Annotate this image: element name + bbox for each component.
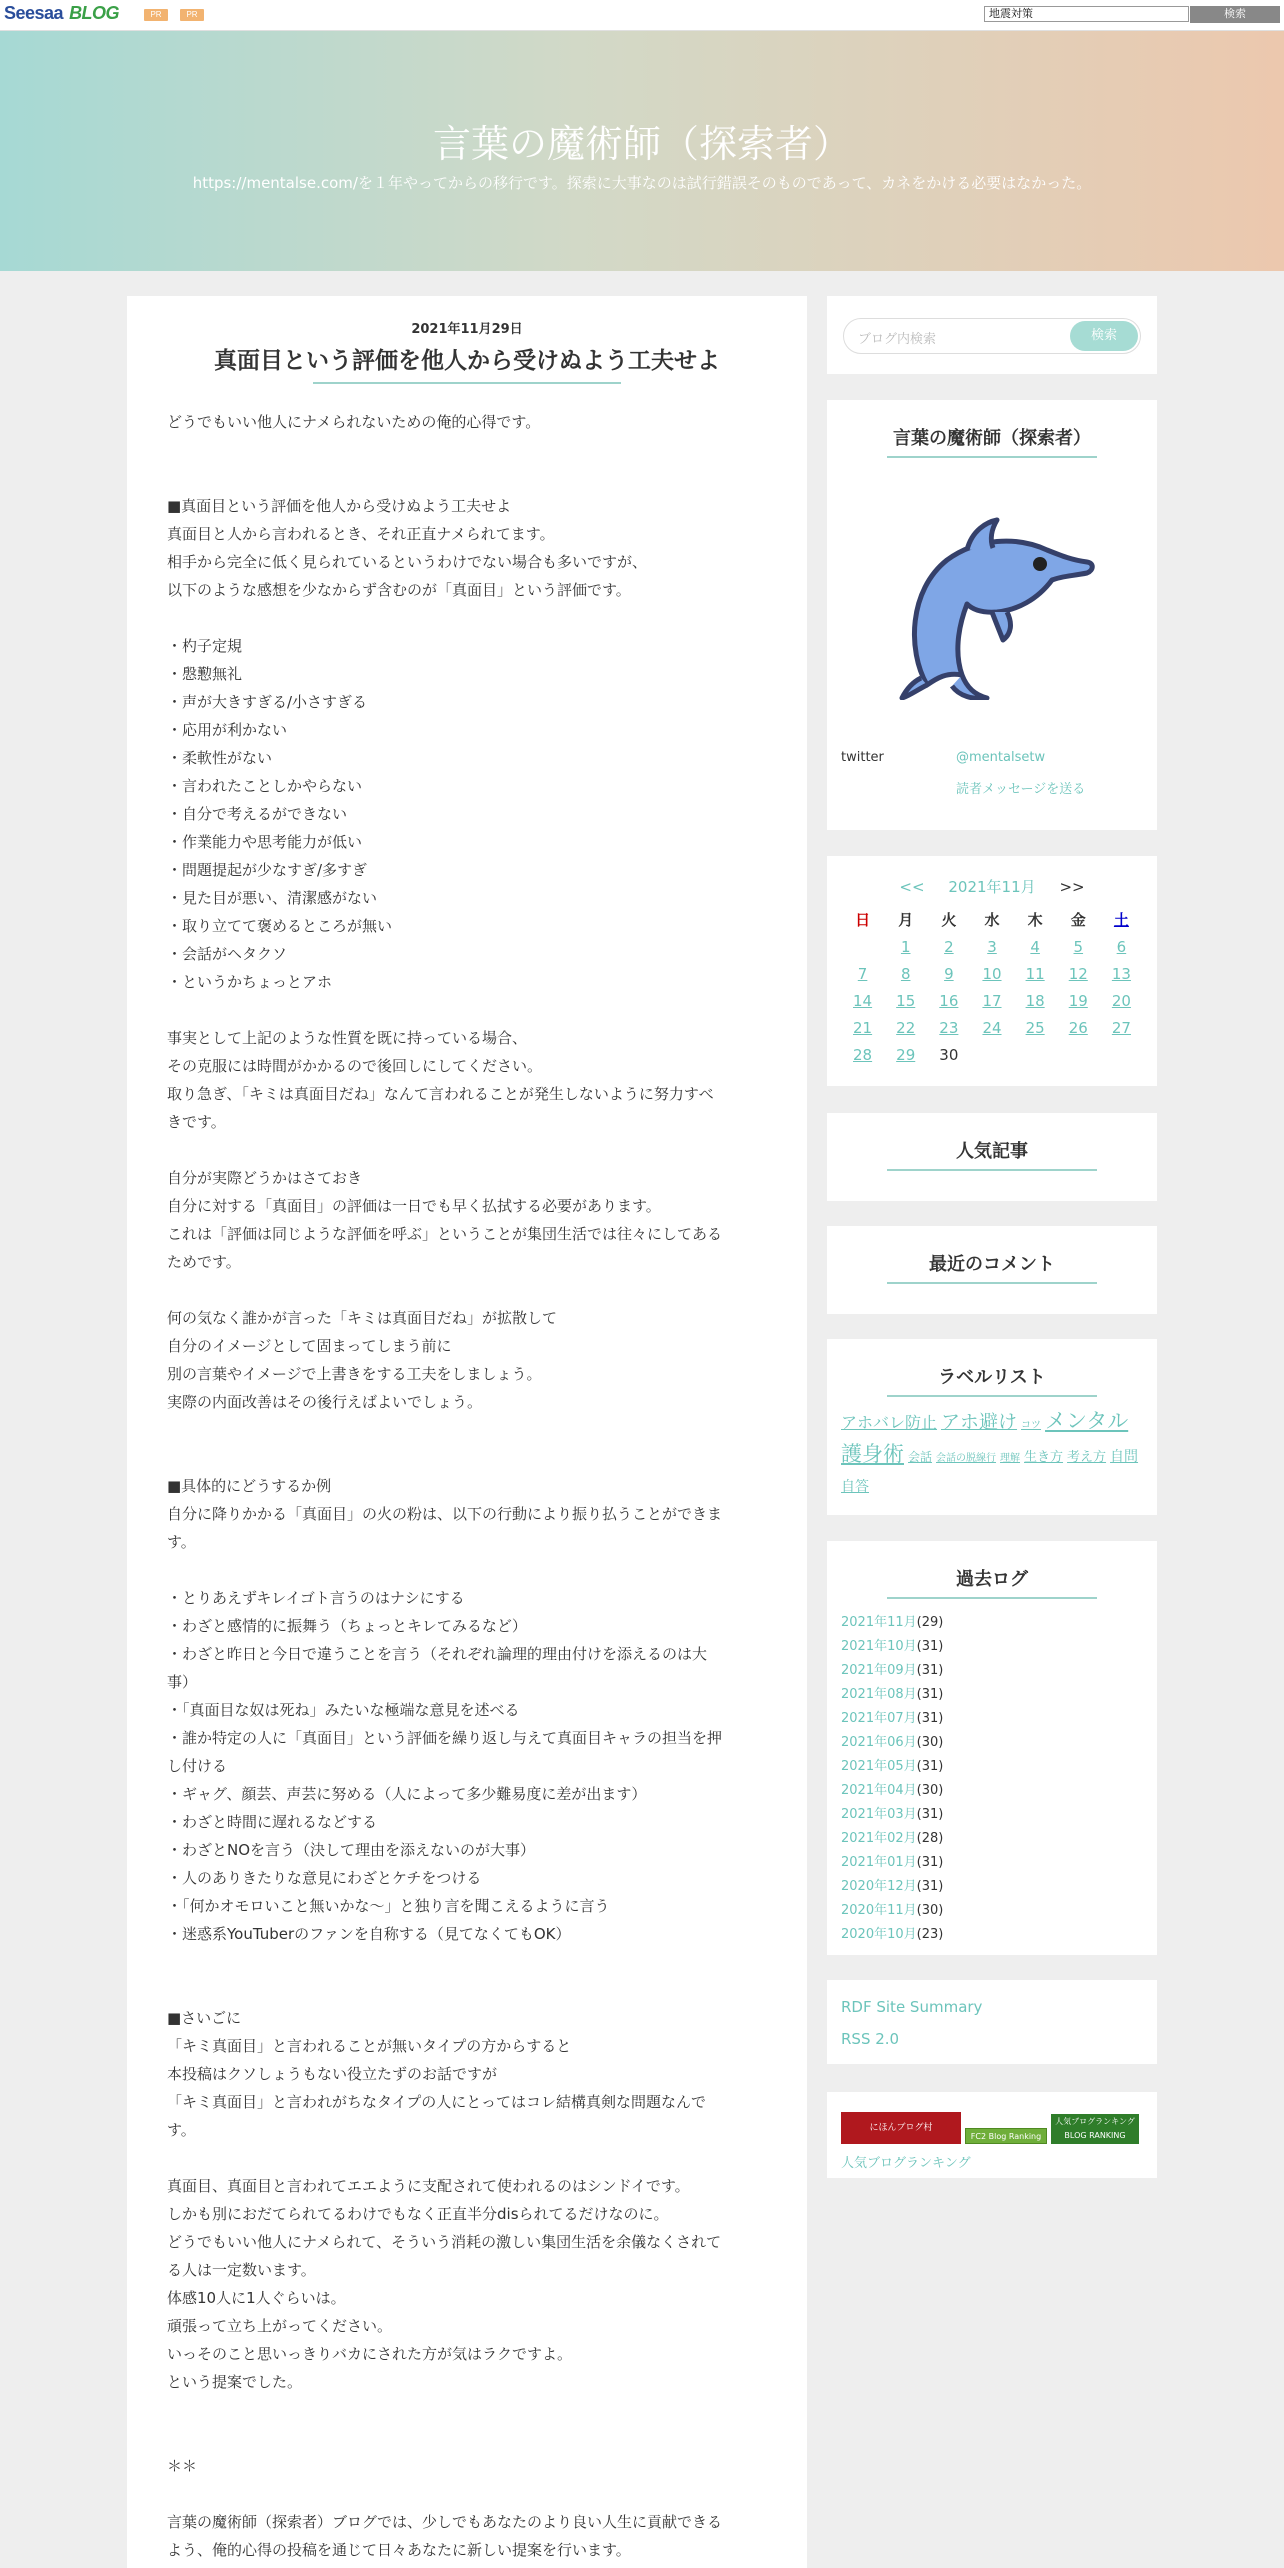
- calendar-day: 30: [939, 1045, 959, 1064]
- post-line: [167, 1976, 767, 2004]
- calendar-day-link[interactable]: 29: [896, 1045, 916, 1064]
- calendar-day[interactable]: [841, 1041, 884, 1068]
- calendar-day[interactable]: [841, 960, 884, 987]
- nihon-blogmura-banner[interactable]: にほんブログ村: [841, 2112, 961, 2144]
- post-line: [167, 2424, 767, 2452]
- blog-search-button[interactable]: 検索: [1070, 321, 1138, 351]
- calendar-weekday: 火: [941, 911, 957, 929]
- archive-list: [827, 1599, 1157, 1947]
- calendar-day[interactable]: [841, 987, 884, 1014]
- search-placeholder: ブログ内検索: [858, 332, 937, 347]
- archive-item: [841, 1875, 1143, 1899]
- archive-widget: [827, 1541, 1157, 1955]
- calendar-day[interactable]: [1014, 933, 1057, 960]
- label-tag-link[interactable]: 会話: [908, 1450, 933, 1464]
- dolphin-icon: [887, 500, 1097, 700]
- post-line: ・取り立てて褒めるところが無い: [167, 917, 393, 935]
- post-line: 自分に降りかかる「真面目」の火の粉は、以下の行動により振り払うことができま: [167, 1505, 723, 1523]
- post-line: 相手から完全に低く見られているというわけでない場合も多いですが、: [167, 553, 648, 571]
- post-line: 別の言葉やイメージで上書きをする工夫をしましょう。: [167, 1365, 542, 1383]
- post-line: [167, 436, 767, 464]
- sidebar-search-box: [827, 296, 1157, 374]
- archive-count: (31): [916, 1879, 944, 1894]
- archive-item: [841, 1803, 1143, 1827]
- calendar-day[interactable]: [1100, 1014, 1143, 1041]
- calendar-day[interactable]: [1014, 960, 1057, 987]
- post-line: ・見た目が悪い、清潔感がない: [167, 889, 378, 907]
- archive-count: (31): [916, 1807, 944, 1822]
- archive-count: (23): [916, 1927, 944, 1942]
- blog-ranking-link[interactable]: 人気ブログランキング: [841, 2156, 971, 2171]
- label-tag-link[interactable]: コツ: [1021, 1420, 1042, 1431]
- calendar-day[interactable]: [927, 1014, 970, 1041]
- post-line: という提案でした。: [167, 2373, 303, 2391]
- post-line: よう、俺的心得の投稿を通じて日々あなたに新しい提案を行います。: [167, 2541, 631, 2559]
- archive-month-link[interactable]: 2021年02月: [841, 1831, 917, 1846]
- post-line: 真面目、真面目と言われてエエように支配されて使われるのはシンドイです。: [167, 2177, 690, 2195]
- calendar-day-link[interactable]: 1: [900, 937, 911, 956]
- post-title[interactable]: 真面目という評価を他人から受けぬよう工夫せよ: [214, 348, 720, 374]
- label-tag-link[interactable]: アホ避け: [941, 1411, 1018, 1433]
- logo-blog-text: BLOG: [69, 3, 120, 23]
- archive-item: [841, 1851, 1143, 1875]
- calendar-weekday: 金: [1070, 911, 1086, 929]
- rdf-feed-link[interactable]: RDF Site Summary: [841, 1998, 983, 2016]
- post-line: ・誰か特定の人に「真面目」という評価を繰り返し与えて真面目キャラの担当を押: [167, 1729, 723, 1747]
- post-line: [167, 996, 767, 1024]
- twitter-handle-link[interactable]: @mentalsetw: [956, 750, 1046, 765]
- seesaa-blog-logo[interactable]: [4, 3, 119, 24]
- calendar-day-link[interactable]: 28: [853, 1045, 873, 1064]
- archive-month-link[interactable]: 2021年11月: [841, 1615, 917, 1630]
- archive-item: [841, 1827, 1143, 1851]
- calendar-month-link[interactable]: 2021年11月: [948, 878, 1036, 896]
- post-line: ・ギャグ、顔芸、声芸に努める（人によって多少難易度に差が出ます）: [167, 1785, 647, 1803]
- post-line: ＊＊: [167, 2457, 198, 2475]
- logo-seesaa-text: Seesaa: [4, 3, 64, 23]
- article-panel: [127, 296, 807, 2568]
- profile-title: 言葉の魔術師（探索者）: [893, 428, 1091, 449]
- calendar-day[interactable]: [884, 1014, 927, 1041]
- calendar-day-link[interactable]: 22: [896, 1018, 916, 1037]
- calendar-weekday: 水: [984, 911, 1000, 929]
- archive-item: [841, 1611, 1143, 1635]
- feeds-widget: [827, 1980, 1157, 2064]
- top-bar: [0, 0, 1284, 31]
- calendar-weekday: 木: [1027, 911, 1043, 929]
- post-line: [167, 1416, 767, 1444]
- post-line: [167, 464, 767, 492]
- calendar-day-link[interactable]: 2: [944, 937, 954, 956]
- post-date: 2021年11月29日: [411, 322, 523, 337]
- post-line: きです。: [167, 1113, 226, 1131]
- post-line: [167, 1948, 767, 1976]
- calendar-day[interactable]: [927, 987, 970, 1014]
- post-line: ・声が大きすぎる/小さすぎる: [167, 693, 368, 711]
- post-line: 取り急ぎ、「キミは真面目だね」なんて言われることが発生しないように努力すべ: [167, 1085, 714, 1103]
- label-tag-link[interactable]: 自問自答: [841, 1449, 1139, 1495]
- post-line: どうでもいい他人にナメられて、そういう消耗の激しい集団生活を余儀なくされて: [167, 2233, 722, 2251]
- site-title[interactable]: 言葉の魔術師（探索者）: [432, 122, 851, 166]
- blog-ranking-banner[interactable]: 人気ブログランキング BLOG RANKING: [1051, 2114, 1139, 2144]
- calendar-day-link[interactable]: 26: [1068, 1018, 1088, 1037]
- label-cloud: [827, 1397, 1157, 1502]
- archive-count: (28): [916, 1831, 944, 1846]
- calendar-day-link[interactable]: 7: [857, 964, 868, 983]
- calendar-day-link[interactable]: 6: [1116, 937, 1127, 956]
- archive-item: [841, 1731, 1143, 1755]
- post-line: ためです。: [167, 1253, 241, 1271]
- post-line: 自分に対する「真面目」の評価は一日でも早く払拭する必要があります。: [167, 1197, 661, 1215]
- archive-month-link[interactable]: 2021年07月: [841, 1711, 917, 1726]
- calendar-day[interactable]: [1057, 1014, 1100, 1041]
- archive-month-link[interactable]: 2021年09月: [841, 1663, 917, 1678]
- archive-item: [841, 1923, 1143, 1947]
- calendar-day-link[interactable]: 24: [982, 1018, 1002, 1037]
- archive-month-link[interactable]: 2020年11月: [841, 1903, 917, 1918]
- title-underline: [887, 456, 1097, 458]
- post-line: ・わざとNOを言う（決して理由を添えないのが大事）: [167, 1841, 536, 1859]
- pr-badge[interactable]: PR: [180, 9, 204, 21]
- calendar-next-link[interactable]: >>: [1059, 878, 1085, 896]
- calendar-day[interactable]: [884, 960, 927, 987]
- post-line: [167, 1444, 767, 1472]
- post-line: [167, 2480, 767, 2508]
- label-list-title: ラベルリスト: [938, 1367, 1046, 1388]
- post-line: 何の気なく誰かが言った「キミは真面目だね」が拡散して: [167, 1309, 558, 1327]
- post-line: その克服には時間がかかるので後回しにしてください。: [167, 1057, 543, 1075]
- archive-month-link[interactable]: 2021年10月: [841, 1639, 917, 1654]
- calendar-day-link[interactable]: 19: [1068, 991, 1088, 1010]
- post-line: 真面目と人から言われるとき、それ正直ナメられてます。: [167, 525, 555, 543]
- label-list-widget: [827, 1339, 1157, 1515]
- archive-month-link[interactable]: 2021年04月: [841, 1783, 917, 1798]
- post-line: これは「評価は同じような評価を呼ぶ」ということが集団生活では往々にしてある: [167, 1225, 723, 1243]
- calendar-day[interactable]: [970, 1014, 1013, 1041]
- post-line: る人は一定数います。: [167, 2261, 316, 2279]
- post-line: ・慇懃無礼: [167, 665, 243, 683]
- rss-feed-link[interactable]: RSS 2.0: [841, 2030, 900, 2048]
- top-search-input[interactable]: 地震対策: [984, 6, 1189, 22]
- blog-search-field[interactable]: [843, 318, 1141, 354]
- title-underline: [313, 382, 621, 384]
- label-tag-link[interactable]: アホバレ防止: [841, 1413, 938, 1432]
- calendar-day-link[interactable]: 20: [1111, 991, 1131, 1010]
- calendar-day-link[interactable]: 14: [853, 991, 873, 1010]
- calendar-day[interactable]: [1100, 960, 1143, 987]
- calendar-day-link[interactable]: 17: [982, 991, 1002, 1010]
- post-line: 自分のイメージとして固まってしまう前に: [167, 1337, 452, 1355]
- post-line: ・会話がヘタクソ: [167, 945, 288, 963]
- twitter-label: twitter: [841, 750, 884, 765]
- post-line: ・とりあえずキレイゴト言うのはナシにする: [167, 1589, 465, 1607]
- calendar-day[interactable]: [970, 933, 1013, 960]
- title-underline: [887, 1169, 1097, 1171]
- archive-item: [841, 1683, 1143, 1707]
- post-line: [167, 2144, 767, 2172]
- archive-count: (30): [916, 1903, 944, 1918]
- archive-count: (31): [916, 1711, 944, 1726]
- calendar-weekday: 月: [898, 911, 914, 929]
- calendar-day-link[interactable]: 12: [1068, 964, 1088, 983]
- post-line: 本投稿はクソしょうもない役立たずのお話ですが: [167, 2065, 498, 2083]
- post-line: 事実として上記のような性質を既に持っている場合、: [167, 1029, 528, 1047]
- post-line: ・というかちょっとアホ: [167, 973, 333, 991]
- post-body: [167, 408, 767, 2564]
- label-tag-link[interactable]: メンタル護身術: [841, 1409, 1129, 1466]
- archive-item: [841, 1635, 1143, 1659]
- archive-item: [841, 1707, 1143, 1731]
- calendar-prev-link[interactable]: <<: [899, 878, 925, 896]
- post-line: す。: [167, 1533, 196, 1551]
- calendar-weekday: 日: [855, 911, 871, 929]
- recent-comments-widget: [827, 1226, 1157, 1314]
- calendar-day: [1100, 1041, 1143, 1068]
- post-line: ・問題提起が少なすぎ/多すぎ: [167, 861, 368, 879]
- post-line: ・柔軟性がない: [167, 749, 273, 767]
- calendar-day[interactable]: [1014, 1014, 1057, 1041]
- calendar-day-link[interactable]: 25: [1025, 1018, 1045, 1037]
- post-line: ・「何かオモロいこと無いかな～」と独り言を聞こえるように言う: [167, 1897, 610, 1915]
- calendar-day-link[interactable]: 27: [1111, 1018, 1131, 1037]
- post-line: ■具体的にどうするか例: [167, 1477, 332, 1495]
- calendar-day[interactable]: [970, 960, 1013, 987]
- archive-count: (30): [916, 1783, 944, 1798]
- post-line: ・わざと感情的に振舞う（ちょっとキレてみるなど）: [167, 1617, 527, 1635]
- calendar-day-link[interactable]: 13: [1111, 964, 1131, 983]
- post-line: 「キミ真面目」と言われることが無いタイプの方からすると: [167, 2037, 572, 2055]
- calendar-day[interactable]: [1100, 933, 1143, 960]
- archive-month-link[interactable]: 2020年12月: [841, 1879, 917, 1894]
- post-line: ・自分で考えるができない: [167, 805, 348, 823]
- calendar-day-link[interactable]: 18: [1025, 991, 1045, 1010]
- archive-item: [841, 1755, 1143, 1779]
- archive-item: [841, 1779, 1143, 1803]
- calendar-day: [1057, 1041, 1100, 1068]
- calendar-day[interactable]: [970, 987, 1013, 1014]
- calendar-day-link[interactable]: 10: [982, 964, 1002, 983]
- calendar-day[interactable]: [1057, 987, 1100, 1014]
- archive-item: [841, 1899, 1143, 1923]
- post-line: [167, 604, 767, 632]
- post-line: しかも別におだてられてるわけでもなく正直半分disられてるだけなのに。: [167, 2205, 669, 2223]
- calendar-day[interactable]: [884, 933, 927, 960]
- archive-month-link[interactable]: 2021年08月: [841, 1687, 917, 1702]
- post-line: し付ける: [167, 1757, 228, 1775]
- label-tag-link[interactable]: 会話の脱線行: [936, 1453, 997, 1464]
- archive-count: (29): [916, 1615, 944, 1630]
- calendar-day-link[interactable]: 16: [939, 991, 959, 1010]
- archive-count: (31): [916, 1759, 944, 1774]
- calendar-day[interactable]: [927, 933, 970, 960]
- archive-month-link[interactable]: 2021年06月: [841, 1735, 917, 1750]
- archive-month-link[interactable]: 2021年05月: [841, 1759, 917, 1774]
- post-line: 以下のような感想を少なからず含むのが「真面目」という評価です。: [167, 581, 631, 599]
- calendar-day[interactable]: [1014, 987, 1057, 1014]
- archive-count: (30): [916, 1735, 944, 1750]
- calendar-day[interactable]: [927, 960, 970, 987]
- calendar-day-link[interactable]: 3: [987, 937, 997, 956]
- post-line: ・わざと昨日と今日で違うことを言う（それぞれ論理的理由付けを添えるのは大: [167, 1645, 708, 1663]
- post-line: ■真面目という評価を他人から受けぬよう工夫せよ: [167, 497, 512, 515]
- calendar-day-link[interactable]: 4: [1030, 937, 1040, 956]
- post-line: [167, 1556, 767, 1584]
- top-search-button[interactable]: 検索: [1190, 6, 1280, 23]
- calendar-day[interactable]: [1057, 933, 1100, 960]
- post-line: 体感10人に1人ぐらいは。: [167, 2289, 346, 2307]
- ranking-banners-widget: [827, 2092, 1157, 2178]
- archive-title: 過去ログ: [956, 1569, 1028, 1590]
- post-line: 「キミ真面目」と言われがちなタイプの人にとってはコレ結構真剣な問題なんで: [167, 2093, 706, 2111]
- calendar-nav: [827, 876, 1157, 897]
- post-line: [167, 2396, 767, 2424]
- post-line: いっそのこと思いっきりバカにされた方が気はラクですよ。: [167, 2345, 573, 2363]
- post-line: 頑張って立ち上がってください。: [167, 2317, 393, 2335]
- post-line: ・杓子定規: [167, 637, 243, 655]
- post-line: 自分が実際どうかはさておき: [167, 1169, 363, 1187]
- calendar-day: [970, 1041, 1013, 1068]
- post-line: ・わざと時間に遅れるなどする: [167, 1813, 378, 1831]
- recent-comments-title: 最近のコメント: [929, 1254, 1055, 1275]
- calendar-widget: [827, 856, 1157, 1086]
- post-line: ・応用が利かない: [167, 721, 288, 739]
- post-line: [167, 1276, 767, 1304]
- calendar-day-link[interactable]: 8: [900, 964, 911, 983]
- calendar-day[interactable]: [884, 987, 927, 1014]
- calendar-day[interactable]: [1057, 960, 1100, 987]
- post-line: す。: [167, 2121, 196, 2139]
- archive-item: [841, 1659, 1143, 1683]
- post-line: 言葉の魔術師（探索者）ブログでは、少しでもあなたのより良い人生に貢献できる: [167, 2513, 723, 2531]
- post-line: ・作業能力や思考能力が低い: [167, 833, 363, 851]
- post-line: ・人のありきたりな意見にわざとケチをつける: [167, 1869, 482, 1887]
- calendar-day-link[interactable]: 23: [939, 1018, 959, 1037]
- archive-count: (31): [916, 1663, 944, 1678]
- post-line: ・言われたことしかやらない: [167, 777, 363, 795]
- post-line: 実際の内面改善はその後行えばよいでしょう。: [167, 1393, 483, 1411]
- label-tag-link[interactable]: 理解: [1000, 1453, 1021, 1464]
- archive-month-link[interactable]: 2020年10月: [841, 1927, 917, 1942]
- archive-month-link[interactable]: 2021年03月: [841, 1807, 917, 1822]
- calendar-day: [1014, 1041, 1057, 1068]
- archive-count: (31): [916, 1687, 944, 1702]
- pr-badge[interactable]: PR: [144, 9, 168, 21]
- calendar-day-link[interactable]: 21: [853, 1018, 873, 1037]
- post-line: どうでもいい他人にナメられないための俺的心得です。: [167, 413, 541, 431]
- calendar-weekday: 土: [1113, 911, 1129, 929]
- calendar-day-link[interactable]: 11: [1025, 964, 1045, 983]
- title-underline: [887, 1282, 1097, 1284]
- calendar-day: [841, 933, 884, 960]
- site-description: https://mentalse.com/を１年やってからの移行です。探索に大事なのは試行錯誤そのものであって、カネをかける必要はなかった。: [192, 174, 1092, 192]
- post-line: [167, 1136, 767, 1164]
- popular-posts-title: 人気記事: [956, 1141, 1028, 1162]
- archive-count: (31): [916, 1639, 944, 1654]
- archive-count: (31): [916, 1855, 944, 1870]
- label-tag-link[interactable]: 考え方: [1067, 1450, 1107, 1465]
- post-line: ・「真面目な奴は死ね」みたいな極端な意見を述べる: [167, 1701, 520, 1719]
- profile-widget: [827, 400, 1157, 830]
- fc2-ranking-banner[interactable]: FC2 Blog Ranking: [965, 2128, 1047, 2144]
- calendar-day[interactable]: [1100, 987, 1143, 1014]
- popular-posts-widget: [827, 1113, 1157, 1201]
- calendar-day-link[interactable]: 9: [944, 964, 954, 983]
- archive-month-link[interactable]: 2021年01月: [841, 1855, 917, 1870]
- post-line: ■さいごに: [167, 2009, 242, 2027]
- calendar-table: [841, 906, 1143, 1068]
- calendar-day-link[interactable]: 5: [1073, 937, 1084, 956]
- post-line: 事）: [167, 1673, 198, 1691]
- reader-message-link[interactable]: 読者メッセージを送る: [956, 782, 1086, 797]
- blog-header: [0, 31, 1284, 271]
- calendar-day[interactable]: [884, 1041, 927, 1068]
- label-tag-link[interactable]: 生き方: [1024, 1450, 1064, 1465]
- calendar-day-link[interactable]: 15: [896, 991, 916, 1010]
- calendar-day[interactable]: [841, 1014, 884, 1041]
- post-line: ・迷惑系YouTuberのファンを自称する（見てなくてもOK）: [167, 1925, 571, 1943]
